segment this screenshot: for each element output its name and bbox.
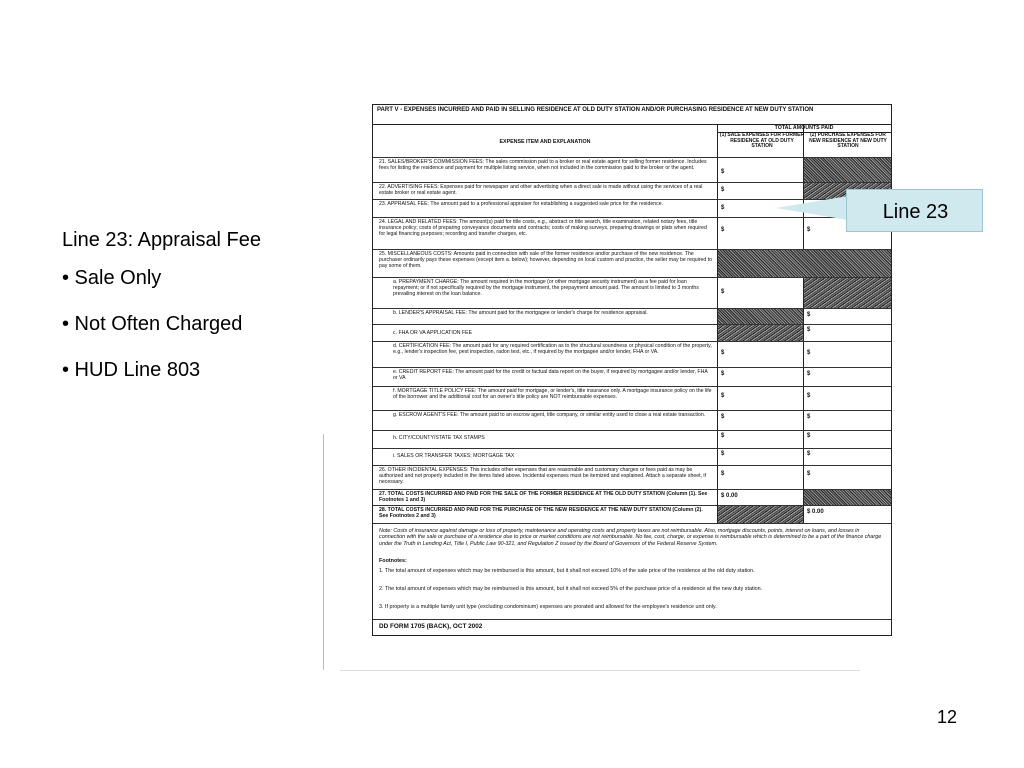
col1-amount-23: $ bbox=[721, 205, 725, 211]
shaded-cell bbox=[804, 278, 891, 308]
col2-amount-25d: $ bbox=[807, 350, 811, 356]
footnote-1: 1. The total amount of expenses which may be reimbursed is this amount, but it shall not exceed 10% of the sale price of the residence at the old duty station. bbox=[379, 568, 755, 574]
bullet-hud-line: • HUD Line 803 bbox=[62, 359, 201, 381]
row-28: 28. TOTAL COSTS INCURRED AND PAID FOR THE PURCHASE OF THE NEW RESIDENCE AT THE NEW DUTY STATION (Column (2). See Footnotes 2 and 3) bbox=[379, 507, 703, 519]
footnote-2: 2. The total amount of expenses which may be reimbursed is this amount, but it shall not exceed 5% of the purchase price of a residence at the new duty station. bbox=[379, 586, 763, 592]
header-total-amounts: TOTAL AMOUNTS PAID bbox=[717, 125, 891, 133]
row-25a: a. PREPAYMENT CHARGE: The amount required in the mortgage (or other mortgage security instrument) as a fee paid for loan repayment; or if not specifically required by the mortgage instrument, the prepayment amount paid. The amount is limited to 3 months prevailing interest on the loan balance. bbox=[393, 279, 699, 297]
shaded-cell bbox=[718, 309, 803, 324]
row-rule bbox=[373, 410, 891, 411]
row-25h: h. CITY/COUNTY/STATE TAX STAMPS bbox=[393, 435, 485, 441]
row-25g: g. ESCROW AGENT'S FEE: The amount paid to an escrow agent, title company, or similar entity used to close a real estate transaction. bbox=[393, 412, 706, 418]
scan-edge-bottom bbox=[340, 670, 860, 671]
col2-amount-25b: $ bbox=[807, 312, 811, 318]
col2-amount-25f: $ bbox=[807, 393, 811, 399]
form-note: Note: Costs of insurance against damage or loss of property, maintenance and operating costs and property taxes are not reimbursable. Also, mortgage discounts, points, interest on loans, and losses in connection with the sale or purchase of a residence due to price or market conditions are not reimbursable. No fee, cost, charge, or expense is reimbursable which is determined to be a part of the finance charge under the Truth in Lending Act, Title I, Public Law 90-321, and Regulation Z issued by the Board of Governors of the Federal Reserve System. bbox=[379, 528, 882, 547]
col2-amount-25h: $ bbox=[807, 433, 811, 439]
row-26: 26. OTHER INCIDENTAL EXPENSES: This includes other expenses that are reasonable and customary charges or fees paid as may be authorized and not properly included in the items listed above. Incidental expenses must be itemized and explained. Attach a separate sheet, if necessary. bbox=[379, 467, 707, 485]
row-25b: b. LENDER'S APPRAISAL FEE: The amount paid for the mortgagee or lender's charge for residence appraisal. bbox=[393, 310, 648, 316]
row-25d: d. CERTIFICATION FEE: The amount paid for any required certification as to the structural soundness or physical condition of the property, e.g., lender's inspection fee, pest inspection, radon test, etc., if required by the mortgagee and/or lender, FHA or VA. bbox=[393, 343, 712, 355]
col1-total-27: $ 0.00 bbox=[721, 493, 738, 499]
form-footer: DD FORM 1705 (BACK), OCT 2002 bbox=[379, 623, 483, 630]
dd-form-1705-scan bbox=[372, 104, 892, 636]
shaded-cell bbox=[804, 158, 891, 182]
row-22: 22. ADVERTISING FEES: Expenses paid for newspaper and other advertising when a direct sale is made without using the services of a real estate broker or real estate agent. bbox=[379, 184, 703, 196]
footnote-3: 3. If property is a multiple family unit type (excluding condominium) expenses are prorated and allowed for the employee's residence unit only. bbox=[379, 604, 717, 610]
header-col1: (1) SALE EXPENSES FOR FORMER RESIDENCE AT OLD DUTY STATION bbox=[719, 132, 805, 150]
row-rule bbox=[373, 448, 891, 449]
callout-box bbox=[846, 189, 983, 232]
col1-amount-25h: $ bbox=[721, 433, 725, 439]
row-rule bbox=[373, 465, 891, 466]
footer-rule bbox=[373, 619, 891, 620]
row-rule bbox=[373, 430, 891, 431]
col1-amount-25i: $ bbox=[721, 451, 725, 457]
row-rule bbox=[373, 523, 891, 524]
shaded-cell bbox=[804, 490, 891, 505]
slide-bullets bbox=[62, 228, 312, 404]
row-25i: i. SALES OR TRANSFER TAXES; MORTGAGE TAX bbox=[393, 453, 515, 459]
col1-amount-25g: $ bbox=[721, 414, 725, 420]
row-rule bbox=[373, 386, 891, 387]
row-25c: c. FHA OR VA APPLICATION FEE bbox=[393, 330, 473, 336]
bullet-not-often-charged: • Not Often Charged bbox=[62, 313, 243, 335]
row-rule bbox=[373, 505, 891, 506]
row-23: 23. APPRAISAL FEE: The amount paid to a professional appraiser for establishing a suggested sale price for the residence. bbox=[379, 201, 664, 207]
callout-label: Line 23 bbox=[882, 201, 949, 223]
row-rule bbox=[373, 341, 891, 342]
row-rule bbox=[373, 308, 891, 309]
col1-amount-21: $ bbox=[721, 169, 725, 175]
slide-number: 12 bbox=[937, 707, 958, 727]
bullet-sale-only: • Sale Only bbox=[62, 267, 162, 289]
col2-amount-25e: $ bbox=[807, 371, 811, 377]
scan-edge-left bbox=[323, 434, 324, 670]
col2-amount-24: $ bbox=[807, 227, 811, 233]
row-rule bbox=[373, 324, 891, 325]
col1-amount-25e: $ bbox=[721, 371, 725, 377]
slide-heading: Line 23: Appraisal Fee bbox=[62, 229, 262, 251]
row-25: 25. MISCELLANEOUS COSTS: Amounts paid in connection with sale of the former residence and/or purchase of the new residence. The purchaser ordinarily pays these expenses (except item a. below); however, depending on local custom and practice, the seller may be required to pay some of them. bbox=[379, 251, 713, 269]
col2-total-28: $ 0.00 bbox=[807, 509, 824, 515]
header-col2: (2) PURCHASE EXPENSES FOR NEW RESIDENCE AT NEW DUTY STATION bbox=[809, 132, 887, 150]
col1-amount-24: $ bbox=[721, 227, 725, 233]
row-21: 21. SALES/BROKER'S COMMISSION FEES: The sales commission paid to a broker or real estate agent for selling former residence. Includes fees for listing the residence and payment for multiple listing service, when not included in the commission paid to the broker or the agent. bbox=[379, 159, 707, 171]
row-27: 27. TOTAL COSTS INCURRED AND PAID FOR THE SALE OF THE FORMER RESIDENCE AT THE OLD DUTY STATION (Column (1). See Footnotes 1 and 3) bbox=[379, 491, 708, 503]
row-24: 24. LEGAL AND RELATED FEES: The amount(s) paid for title costs, e.g., abstract or title search, title examination, related notary fees, title insurance policy; costs of preparing conveyance documents and contracts; costs of making surveys, preparing drawings or plats when required for legal financing purposes; recording and transfer charges, etc. bbox=[379, 219, 707, 237]
shaded-cell bbox=[718, 506, 803, 523]
col2-amount-25i: $ bbox=[807, 451, 811, 457]
col1-amount-25d: $ bbox=[721, 350, 725, 356]
col1-amount-25a: $ bbox=[721, 289, 725, 295]
col1-amount-22: $ bbox=[721, 187, 725, 193]
shaded-cell bbox=[718, 325, 803, 341]
col2-amount-25g: $ bbox=[807, 414, 811, 420]
callout-arrow-icon bbox=[776, 196, 848, 220]
row-25e: e. CREDIT REPORT FEE: The amount paid for the credit or factual data report on the buyer, if required by mortgagee and/or lender, FHA or VA bbox=[393, 369, 708, 381]
form-part-title: PART V - EXPENSES INCURRED AND PAID IN SELLING RESIDENCE AT OLD DUTY STATION AND/OR PURCHASING RESIDENCE AT NEW DUTY STATION bbox=[373, 105, 891, 125]
col2-amount-25c: $ bbox=[807, 327, 811, 333]
row-rule bbox=[373, 367, 891, 368]
row-25f: f. MORTGAGE TITLE POLICY FEE: The amount paid for mortgage, or lender's, title insurance only. A mortgage insurance policy on the life of the borrower and the additional cost for an owner's title policy are NOT reimbursable expenses. bbox=[393, 388, 712, 400]
col1-amount-25f: $ bbox=[721, 393, 725, 399]
col1-amount-26: $ bbox=[721, 471, 725, 477]
col2-amount-26: $ bbox=[807, 471, 811, 477]
footnotes-title: Footnotes: bbox=[379, 558, 407, 564]
header-expense-item: EXPENSE ITEM AND EXPLANATION bbox=[499, 139, 591, 145]
shaded-cell bbox=[718, 250, 891, 277]
